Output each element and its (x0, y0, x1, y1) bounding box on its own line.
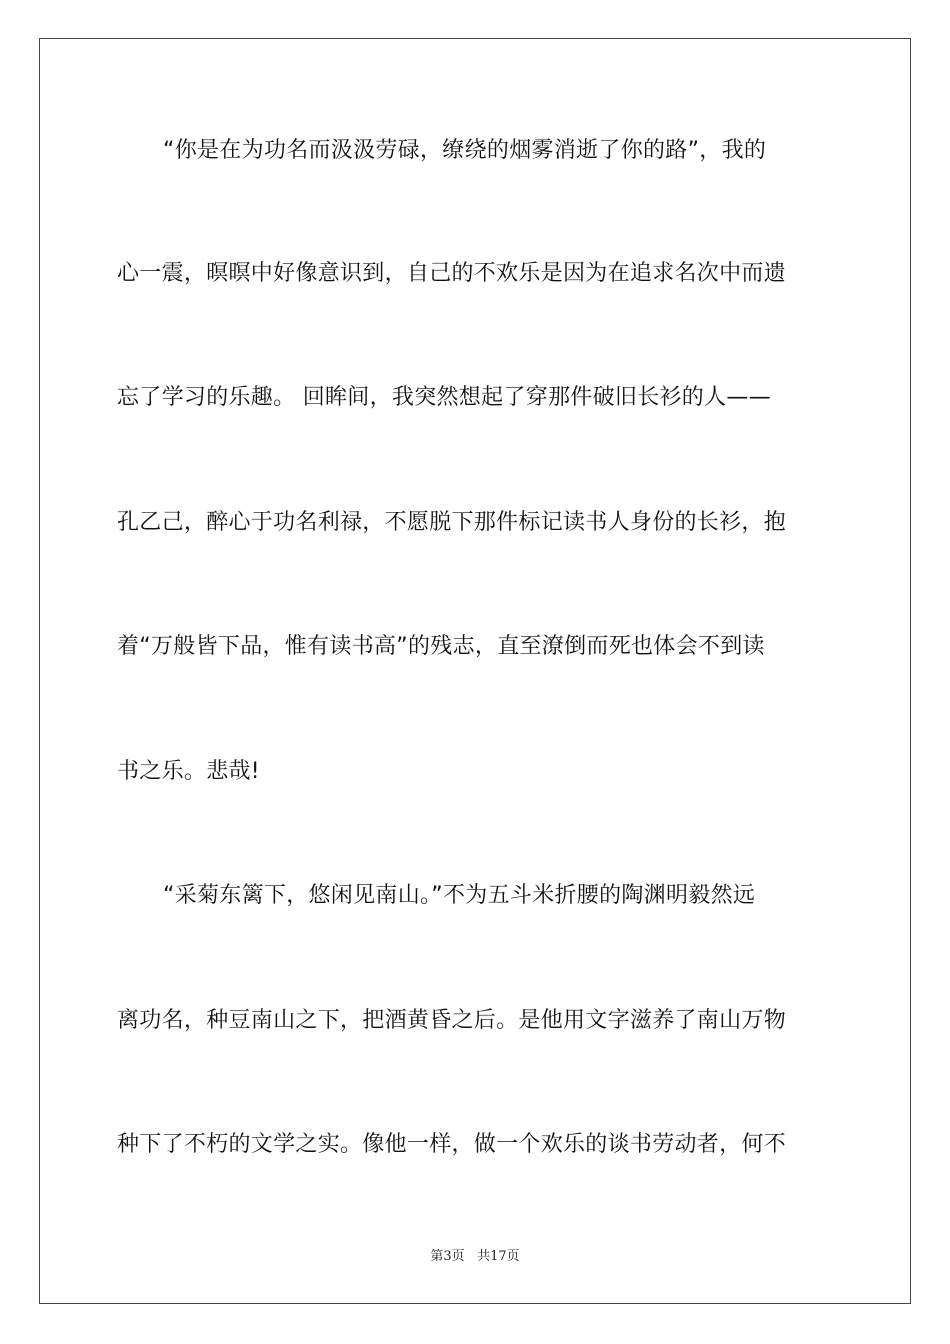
paragraph-1-line-1: “你是在为功名而汲汲劳碌，缭绕的烟雾消逝了你的路”，我的 (163, 138, 767, 163)
page-border (39, 38, 911, 1304)
total-pages: 共17页 (477, 1249, 520, 1264)
paragraph-1-line-4: 孔乙己，醉心于功名利禄，不愿脱下那件标记读书人身份的长衫，抱 (117, 510, 787, 535)
paragraph-2-line-3: 种下了不朽的文学之实。像他一样，做一个欢乐的谈书劳动者，何不 (117, 1132, 787, 1157)
paragraph-2-line-1: “采菊东篱下，悠闲见南山。”不为五斗米折腰的陶渊明毅然远 (163, 883, 756, 908)
paragraph-1-line-5: 着“万般皆下品，惟有读书高”的残志，直至潦倒而死也体会不到读 (117, 634, 765, 659)
paragraph-1-line-3: 忘了学习的乐趣。 回眸间，我突然想起了穿那件破旧长衫的人—— (117, 385, 771, 410)
page-footer (0, 1248, 950, 1266)
paragraph-1-line-6: 书之乐。悲哉! (117, 759, 260, 784)
paragraph-2-line-2: 离功名，种豆南山之下，把酒黄昏之后。是他用文字滋养了南山万物 (117, 1008, 787, 1033)
page-number: 第3页 (430, 1249, 465, 1264)
paragraph-1-line-2: 心一震，暝暝中好像意识到，自己的不欢乐是因为在追求名次中而遗 (117, 261, 787, 286)
